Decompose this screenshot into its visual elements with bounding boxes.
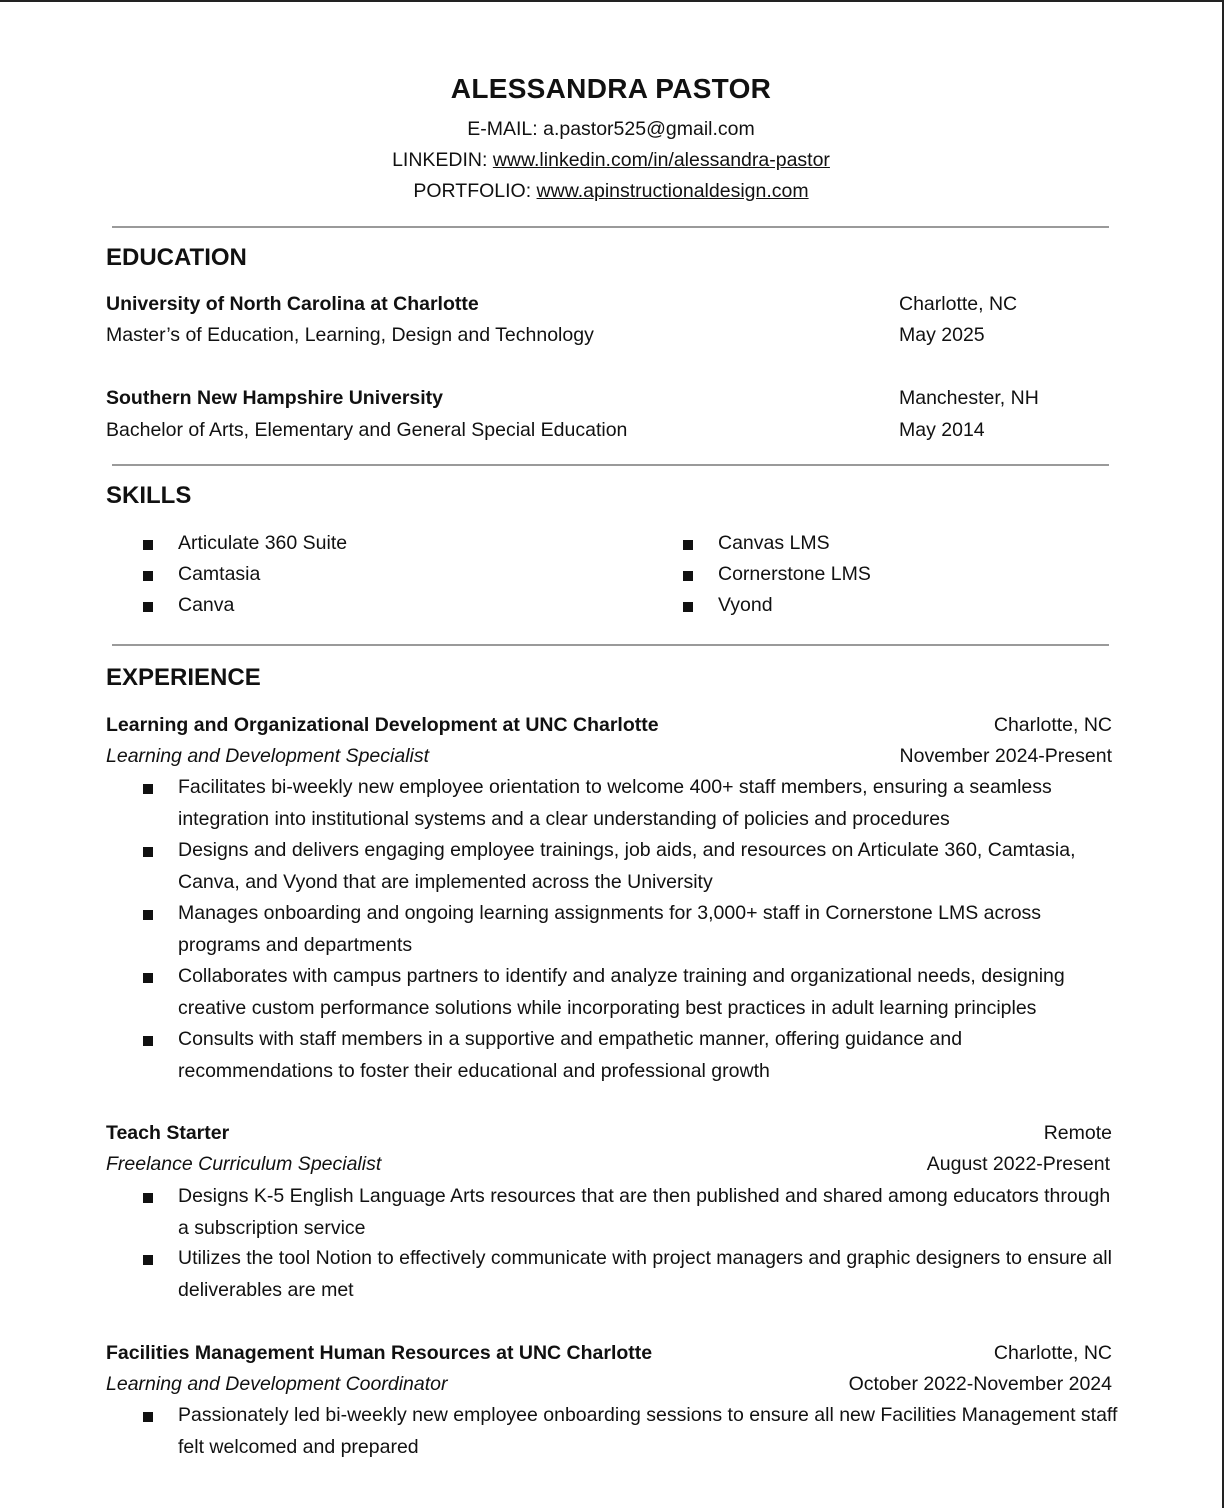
- job-bullet: Designs and delivers engaging employee trainings, job aids, and resources on Articulate 360, Camtasia, Canva, and Vyond that are implemented across the University: [178, 839, 1076, 893]
- email-label: E-MAIL:: [467, 118, 538, 140]
- job-bullet: Facilitates bi-weekly new employee orientation to welcome 400+ staff members, ensuring a seamless integration into institutional systems and a clear understanding of policies and procedures: [178, 776, 1052, 830]
- education-school: Southern New Hampshire University: [106, 387, 444, 409]
- education-degree: Master’s of Education, Learning, Design and Technology: [106, 324, 594, 346]
- job-bullet: Manages onboarding and ongoing learning assignments for 3,000+ staff in Cornerstone LMS across programs and departments: [178, 902, 1042, 956]
- education-degree: Bachelor of Arts, Elementary and General Special Education: [106, 419, 628, 441]
- bullet-icon: [143, 571, 153, 581]
- divider: [112, 644, 1109, 646]
- bullet-icon: [143, 1036, 153, 1046]
- linkedin-link[interactable]: www.linkedin.com/in/alessandra-pastor: [492, 149, 830, 171]
- email-address[interactable]: a.pastor525@gmail.com: [543, 118, 755, 140]
- job-date: November 2024-Present: [899, 745, 1112, 767]
- skill-item: Vyond: [718, 594, 773, 616]
- job-bullet: Consults with staff members in a supportive and empathetic manner, offering guidance and recommendations to foster their educational and professional growth: [178, 1028, 963, 1082]
- education-location: Manchester, NH: [899, 387, 1039, 409]
- job-date: October 2022-November 2024: [848, 1373, 1112, 1395]
- job-location: Charlotte, NC: [993, 714, 1112, 736]
- job-location: Charlotte, NC: [993, 1342, 1112, 1364]
- linkedin-line: [0, 149, 1222, 172]
- bullet-icon: [143, 540, 153, 550]
- skill-item: Camtasia: [178, 563, 261, 585]
- experience-heading: EXPERIENCE: [106, 664, 261, 691]
- job-organization: Learning and Organizational Development at UNC Charlotte: [106, 714, 659, 736]
- skill-item: Canva: [178, 594, 235, 616]
- job-bullet: Designs K-5 English Language Arts resources that are then published and shared among educators through a subscription service: [178, 1185, 1111, 1239]
- education-location: Charlotte, NC: [899, 293, 1018, 315]
- resume-name: ALESSANDRA PASTOR: [450, 73, 772, 104]
- divider: [112, 226, 1109, 228]
- portfolio-label: PORTFOLIO:: [413, 180, 532, 202]
- education-date: May 2025: [899, 324, 985, 346]
- bullet-icon: [143, 1412, 153, 1422]
- bullet-icon: [143, 602, 153, 612]
- bullet-icon: [143, 784, 153, 794]
- skill-item: Cornerstone LMS: [718, 563, 871, 585]
- job-location: Remote: [1043, 1122, 1112, 1144]
- job-date: August 2022-Present: [926, 1153, 1110, 1175]
- job-bullet: Collaborates with campus partners to identify and analyze training and organizational needs, designing creative custom performance solutions while incorporating best practices in adult learning principles: [178, 965, 1065, 1019]
- bullet-icon: [143, 847, 153, 857]
- portfolio-link[interactable]: www.apinstructionaldesign.com: [536, 180, 809, 202]
- bullet-icon: [143, 973, 153, 983]
- job-role: Freelance Curriculum Specialist: [106, 1153, 382, 1175]
- job-role: Learning and Development Specialist: [106, 745, 430, 767]
- linkedin-label: LINKEDIN:: [392, 149, 488, 171]
- portfolio-line: [0, 180, 1222, 203]
- bullet-icon: [683, 571, 693, 581]
- job-bullet: Passionately led bi-weekly new employee onboarding sessions to ensure all new Facilities Management staff felt welcomed and prepared: [178, 1404, 1118, 1458]
- bullet-icon: [143, 1255, 153, 1265]
- bullet-icon: [683, 602, 693, 612]
- bullet-icon: [143, 1193, 153, 1203]
- bullet-icon: [143, 910, 153, 920]
- divider: [112, 464, 1109, 466]
- skill-item: Canvas LMS: [718, 532, 830, 554]
- email-line: [0, 118, 1222, 141]
- skills-heading: SKILLS: [106, 482, 192, 509]
- bullet-icon: [683, 540, 693, 550]
- job-bullet: Utilizes the tool Notion to effectively communicate with project managers and graphic designers to ensure all deliverables are met: [178, 1247, 1112, 1301]
- job-role: Learning and Development Coordinator: [106, 1373, 448, 1395]
- job-organization: Teach Starter: [106, 1122, 230, 1144]
- job-organization: Facilities Management Human Resources at UNC Charlotte: [106, 1342, 653, 1364]
- education-date: May 2014: [899, 419, 985, 441]
- skill-item: Articulate 360 Suite: [178, 532, 348, 554]
- education-heading: EDUCATION: [106, 244, 247, 271]
- education-school: University of North Carolina at Charlotte: [106, 293, 479, 315]
